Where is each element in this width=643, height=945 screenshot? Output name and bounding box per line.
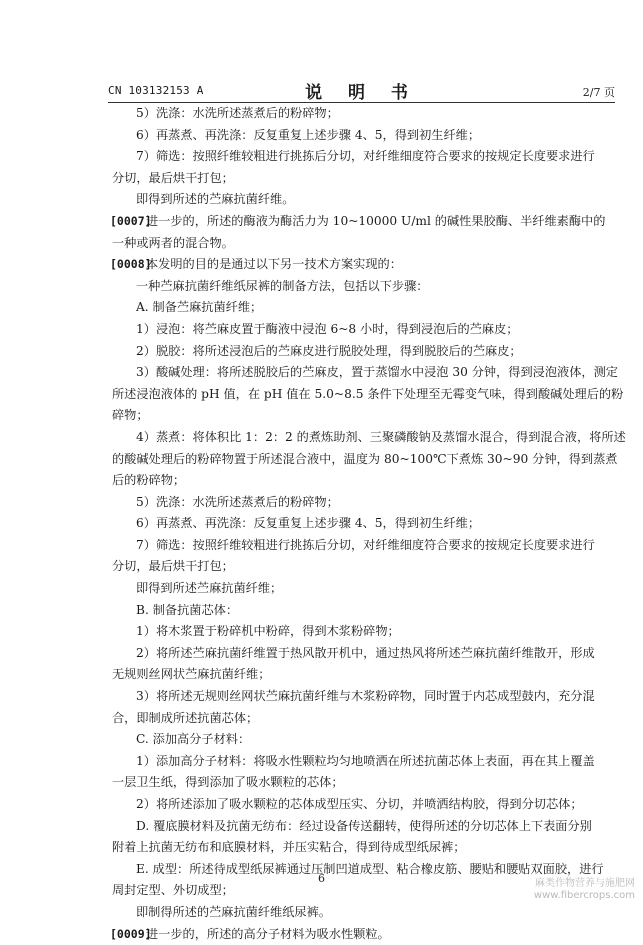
paragraph-number: [0009] <box>110 926 152 941</box>
line-text: 2）将所述添加了吸水颗粒的芯体成型压实、分切，并喷洒结构胶，得到分切芯体； <box>136 797 583 811</box>
text-line <box>112 708 619 730</box>
text-line <box>112 189 619 211</box>
line-text: 进一步的，所述的酶液为酶活力为 10~10000 U/ml 的碱性果胶酶、半纤维素酶中的 <box>146 213 606 228</box>
text-line <box>112 729 619 751</box>
text-line <box>112 427 626 449</box>
text-line <box>112 902 619 924</box>
text-line <box>112 362 619 384</box>
watermark-url: www.fibercrops.com <box>533 890 635 901</box>
text-line <box>112 146 619 168</box>
line-text: 进一步的，所述的高分子材料为吸水性颗粒。 <box>146 926 390 941</box>
page-of-total: 2/7 页 <box>582 86 615 99</box>
line-text: 2）将所述苎麻抗菌纤维置于热风散开机中，通过热风将所述苎麻抗菌纤维散开，形成 <box>136 645 595 660</box>
text-line <box>112 168 619 190</box>
text-line <box>112 643 619 665</box>
line-text: 5）洗涤：水洗所述蒸煮后的粉碎物； <box>136 106 339 120</box>
text-line <box>112 794 619 816</box>
text-line <box>112 103 619 125</box>
text-line <box>112 556 619 578</box>
line-text: 1）将木浆置于粉碎机中粉碎，得到木浆粉碎物； <box>136 624 400 639</box>
line-text: A. 制备苎麻抗菌纤维； <box>136 300 263 315</box>
text-line <box>112 125 619 147</box>
line-text: 的酸碱处理后的粉碎物置于所述混合液中，温度为 80~100℃下煮炼 30~90 分钟，得到蒸煮 <box>112 451 618 466</box>
text-line <box>112 297 619 319</box>
line-text: C. 添加高分子材料： <box>136 732 251 747</box>
text-line <box>112 405 619 427</box>
line-text: B. 制备抗菌芯体： <box>136 602 239 617</box>
paragraph-tag-line <box>112 254 619 276</box>
text-line <box>112 341 619 363</box>
line-text: 5）洗涤：水洗所述蒸煮后的粉碎物； <box>136 494 339 509</box>
text-line <box>112 276 619 298</box>
paragraph-number: [0008] <box>110 257 152 272</box>
line-text: 即得到所述的苎麻抗菌纤维。 <box>136 192 295 207</box>
text-line <box>112 621 619 643</box>
line-text: 附着上抗菌无纺布和底膜材料，并压实粘合，得到待成型纸尿裤； <box>112 840 466 855</box>
paragraph-tag-line <box>112 211 619 233</box>
text-line <box>112 686 619 708</box>
text-line <box>112 664 619 686</box>
line-text: 后的粉碎物； <box>112 473 186 488</box>
line-text: 本发明的目的是通过以下另一技术方案实现的： <box>146 257 402 272</box>
text-line <box>112 492 619 514</box>
text-line <box>112 578 619 600</box>
line-text: 一种苎麻抗菌纤维纸尿裤的制备方法，包括以下步骤： <box>136 278 429 293</box>
line-text: D. 覆底膜材料及抗菌无纺布：经过设备传送翻转，使得所述的分切芯体上下表面分别 <box>136 818 592 833</box>
text-line <box>112 470 619 492</box>
line-text: 周封定型、外切成型； <box>112 883 234 898</box>
line-text: 1）添加高分子材料：将吸水性颗粒均匀地喷洒在所述抗菌芯体上表面，再在其上覆盖 <box>136 753 595 768</box>
line-text: 无规则丝网状苎麻抗菌纤维； <box>112 667 271 682</box>
document-title: 说 明 书 <box>305 83 418 103</box>
text-line <box>112 449 619 471</box>
text-line <box>112 513 619 535</box>
text-line <box>112 816 619 838</box>
text-line <box>112 384 624 406</box>
line-text: 3）将所述无规则丝网状苎麻抗菌纤维与木浆粉碎物，同时置于内芯成型鼓内，充分混 <box>136 689 595 704</box>
line-text: 即制得所述的苎麻抗菌纤维纸尿裤。 <box>136 904 331 919</box>
line-text: 7）筛选：按照纤维较粗进行挑拣后分切，对纤维细度符合要求的按规定长度要求进行 <box>136 537 595 552</box>
paragraph-tag-line <box>112 924 619 945</box>
line-text: 碎物； <box>112 408 149 423</box>
line-text: 一种或两者的混合物。 <box>112 235 234 250</box>
paragraph-number: [0007] <box>110 213 152 228</box>
line-text: 一层卫生纸，得到添加了吸水颗粒的芯体； <box>112 775 344 790</box>
text-line <box>112 233 619 255</box>
line-text: 分切，最后烘干打包； <box>112 559 234 574</box>
text-line <box>112 751 619 773</box>
line-text: 7）筛选：按照纤维较粗进行挑拣后分切，对纤维细度符合要求的按规定长度要求进行 <box>136 149 595 164</box>
line-text: 1）浸泡：将苎麻皮置于酶液中浸泡 6~8 小时，得到浸泡后的苎麻皮； <box>136 321 519 336</box>
line-text: 即得到所述苎麻抗菌纤维； <box>136 581 283 596</box>
text-line <box>112 772 619 794</box>
line-text: 分切，最后烘干打包； <box>112 170 234 185</box>
line-text: 4）蒸煮：将体积比 1：2：2 的煮炼助剂、三聚磷酸钠及蒸馏水混合，得到混合液，将所述 <box>136 429 626 444</box>
text-line <box>112 319 619 341</box>
site-watermark <box>515 878 635 902</box>
line-text: 6）再蒸煮、再洗涤：反复重复上述步骤 4、5，得到初生纤维； <box>136 516 481 531</box>
text-line <box>112 600 619 622</box>
text-line <box>112 535 619 557</box>
page-header <box>108 76 615 103</box>
line-text: 所述浸泡液体的 pH 值，在 pH 值在 5.0~8.5 条件下处理至无霉变气味，得到酸碱处理后的粉 <box>112 386 624 401</box>
patent-number: CN 103132153 A <box>108 84 204 97</box>
line-text: 6）再蒸煮、再洗涤：反复重复上述步骤 4、5，得到初生纤维； <box>136 127 481 142</box>
document-body <box>110 103 626 945</box>
page-number: 6 <box>318 872 325 885</box>
line-text: 2）脱胶：将所述浸泡后的苎麻皮进行脱胶处理，得到脱胶后的苎麻皮； <box>136 343 522 358</box>
text-line <box>112 837 619 859</box>
line-text: 合，即制成所述抗菌芯体； <box>112 710 259 725</box>
watermark-name: 麻类作物营养与施肥网 <box>535 878 635 889</box>
line-text: 3）酸碱处理：将所述脱胶后的苎麻皮，置于蒸馏水中浸泡 30 分钟，得到浸泡液体，测定 <box>136 365 618 380</box>
line-text: E. 成型：所述待成型纸尿裤通过压制凹道成型、粘合橡皮筋、腰贴和腰贴双面胶，进行 <box>136 861 604 876</box>
